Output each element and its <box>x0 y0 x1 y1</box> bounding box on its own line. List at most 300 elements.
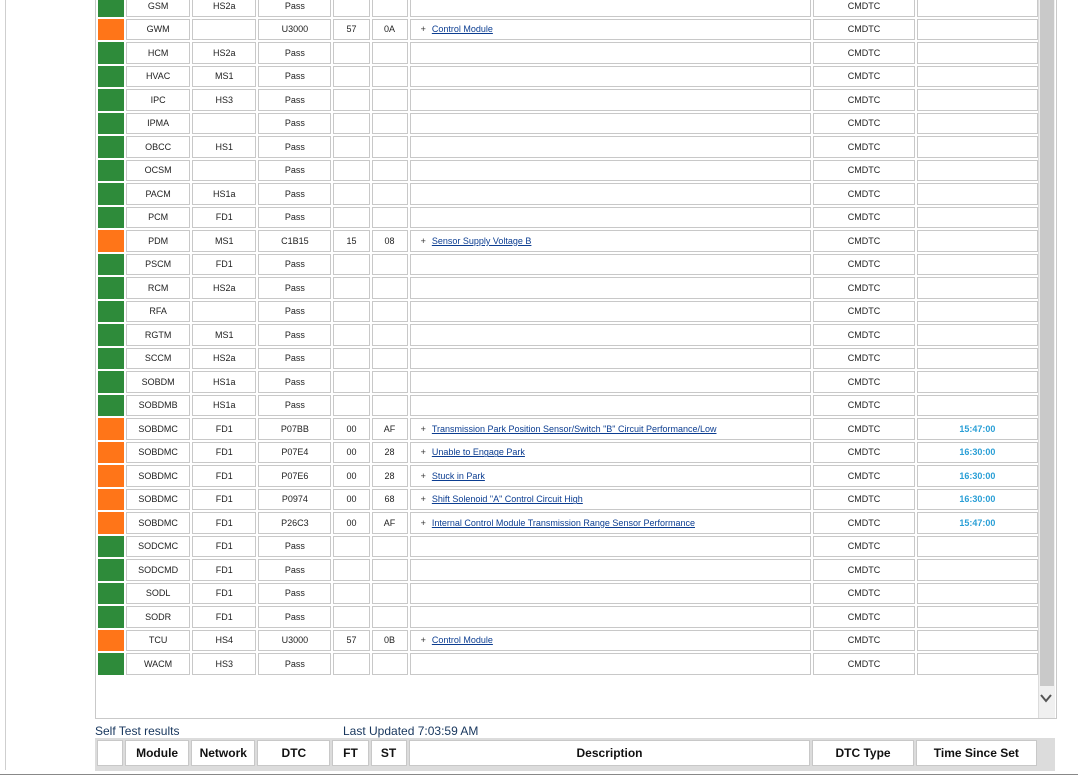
time-since-set-cell: 15:47:00 <box>917 418 1038 440</box>
description-cell <box>410 207 812 229</box>
status-indicator <box>98 160 124 182</box>
st-cell <box>372 653 408 675</box>
table-row <box>98 630 1038 652</box>
dtc-cell: Pass <box>258 66 331 88</box>
time-since-set-cell <box>917 66 1038 88</box>
bottom-border <box>0 774 1078 775</box>
dtc-cell: Pass <box>258 324 331 346</box>
dtc-type-cell: CMDTC <box>813 536 914 558</box>
time-since-set-cell <box>917 160 1038 182</box>
time-since-set-cell <box>917 301 1038 323</box>
module-cell: RGTM <box>126 324 190 346</box>
description-cell <box>410 113 812 135</box>
description-cell <box>410 324 812 346</box>
st-cell <box>372 348 408 370</box>
ft-cell <box>333 0 369 17</box>
dtc-cell: Pass <box>258 653 331 675</box>
table-row <box>98 395 1038 417</box>
network-cell: HS2a <box>192 348 256 370</box>
dtc-cell: Pass <box>258 395 331 417</box>
expand-icon[interactable]: + <box>420 24 426 35</box>
expand-icon[interactable]: + <box>420 470 426 481</box>
st-cell <box>372 66 408 88</box>
header-dtc[interactable]: DTC <box>257 740 330 766</box>
time-since-set-cell <box>917 395 1038 417</box>
network-cell: HS1a <box>192 371 256 393</box>
network-cell: MS1 <box>192 230 256 252</box>
st-cell: 28 <box>372 465 408 487</box>
ft-cell: 57 <box>333 630 369 652</box>
description-cell <box>410 371 812 393</box>
module-cell: GSM <box>126 0 190 17</box>
dtc-cell: Pass <box>258 0 331 17</box>
time-since-set-cell <box>917 559 1038 581</box>
self-test-title: Self Test results <box>95 724 180 738</box>
network-cell: HS1a <box>192 183 256 205</box>
dtc-cell: Pass <box>258 42 331 64</box>
description-cell <box>410 465 812 487</box>
header-status <box>97 740 123 766</box>
ft-cell <box>333 136 369 158</box>
table-row <box>98 254 1038 276</box>
module-cell: HCM <box>126 42 190 64</box>
expand-icon[interactable]: + <box>420 447 426 458</box>
module-cell: SCCM <box>126 348 190 370</box>
module-cell: WACM <box>126 653 190 675</box>
status-indicator <box>98 606 124 628</box>
description-cell <box>410 512 812 534</box>
dtc-cell: Pass <box>258 348 331 370</box>
dtc-cell: C1B15 <box>258 230 331 252</box>
dtc-description-link[interactable]: Control Module <box>431 635 493 646</box>
left-border <box>5 0 6 770</box>
table-row <box>98 512 1038 534</box>
st-cell <box>372 536 408 558</box>
description-cell <box>410 160 812 182</box>
dtc-description-link[interactable]: Control Module <box>431 24 493 35</box>
time-since-set-cell <box>917 207 1038 229</box>
st-cell <box>372 160 408 182</box>
status-indicator <box>98 66 124 88</box>
module-cell: TCU <box>126 630 190 652</box>
dtc-cell: Pass <box>258 536 331 558</box>
description-cell <box>410 42 812 64</box>
module-cell: SOBDMB <box>126 395 190 417</box>
table-row <box>98 160 1038 182</box>
expand-icon[interactable]: + <box>420 635 426 646</box>
status-indicator <box>98 536 124 558</box>
description-cell <box>410 442 812 464</box>
ft-cell <box>333 559 369 581</box>
network-cell: HS3 <box>192 653 256 675</box>
dtc-cell: U3000 <box>258 19 331 41</box>
header-module[interactable]: Module <box>125 740 189 766</box>
header-st[interactable]: ST <box>371 740 407 766</box>
time-since-set-cell <box>917 19 1038 41</box>
network-cell <box>192 113 256 135</box>
dtc-description-link[interactable]: Internal Control Module Transmission Range Sensor Performance <box>431 517 695 528</box>
description-cell <box>410 136 812 158</box>
status-indicator <box>98 512 124 534</box>
description-cell <box>410 583 812 605</box>
ft-cell <box>333 324 369 346</box>
description-cell <box>410 348 812 370</box>
ft-cell: 57 <box>333 19 369 41</box>
network-cell <box>192 19 256 41</box>
st-cell <box>372 113 408 135</box>
description-cell <box>410 19 812 41</box>
header-dtc-type[interactable]: DTC Type <box>812 740 913 766</box>
expand-icon[interactable]: + <box>420 494 426 505</box>
description-cell <box>410 66 812 88</box>
status-indicator <box>98 89 124 111</box>
expand-icon[interactable]: + <box>420 423 426 434</box>
st-cell <box>372 395 408 417</box>
status-indicator <box>98 559 124 581</box>
table-row <box>98 653 1038 675</box>
ft-cell <box>333 653 369 675</box>
dtc-description-link[interactable]: Sensor Supply Voltage B <box>431 235 532 246</box>
dtc-type-cell: CMDTC <box>813 160 914 182</box>
status-indicator <box>98 254 124 276</box>
st-cell: 0B <box>372 630 408 652</box>
description-cell <box>410 277 812 299</box>
status-indicator <box>98 42 124 64</box>
network-cell: HS2a <box>192 0 256 17</box>
dtc-type-cell: CMDTC <box>813 324 914 346</box>
table-row <box>98 0 1038 17</box>
table-row <box>98 465 1038 487</box>
description-cell <box>410 230 812 252</box>
dtc-type-cell: CMDTC <box>813 653 914 675</box>
dtc-cell: P07E4 <box>258 442 331 464</box>
st-cell: 28 <box>372 442 408 464</box>
network-cell: HS1a <box>192 395 256 417</box>
status-indicator <box>98 348 124 370</box>
dtc-cell: P0974 <box>258 489 331 511</box>
dtc-cell: Pass <box>258 183 331 205</box>
dtc-type-cell: CMDTC <box>813 583 914 605</box>
st-cell <box>372 0 408 17</box>
ft-cell <box>333 583 369 605</box>
dtc-cell: U3000 <box>258 630 331 652</box>
time-since-set-cell <box>917 254 1038 276</box>
status-indicator <box>98 113 124 135</box>
network-cell: FD1 <box>192 254 256 276</box>
results-header <box>95 738 1055 771</box>
status-indicator <box>98 230 124 252</box>
ft-cell <box>333 606 369 628</box>
module-cell: PSCM <box>126 254 190 276</box>
description-cell <box>410 183 812 205</box>
st-cell: 0A <box>372 19 408 41</box>
dtc-cell: Pass <box>258 559 331 581</box>
ft-cell: 00 <box>333 512 369 534</box>
dtc-cell: P26C3 <box>258 512 331 534</box>
st-cell <box>372 371 408 393</box>
network-cell <box>192 301 256 323</box>
st-cell <box>372 301 408 323</box>
network-cell: FD1 <box>192 442 256 464</box>
last-updated-label: Last Updated 7:03:59 AM <box>343 724 479 738</box>
ft-cell <box>333 183 369 205</box>
module-cell: OCSM <box>126 160 190 182</box>
ft-cell: 00 <box>333 465 369 487</box>
dtc-cell: Pass <box>258 606 331 628</box>
module-cell: SODL <box>126 583 190 605</box>
time-since-set-cell <box>917 653 1038 675</box>
time-since-set-cell: 16:30:00 <box>917 465 1038 487</box>
table-row <box>98 277 1038 299</box>
status-indicator <box>98 136 124 158</box>
module-cell: SOBDMC <box>126 418 190 440</box>
dtc-type-cell: CMDTC <box>813 442 914 464</box>
dtc-type-cell: CMDTC <box>813 183 914 205</box>
description-cell <box>410 0 812 17</box>
dtc-description-link[interactable]: Unable to Engage Park <box>431 447 525 458</box>
dtc-type-cell: CMDTC <box>813 19 914 41</box>
module-cell: SOBDMC <box>126 465 190 487</box>
dtc-type-cell: CMDTC <box>813 418 914 440</box>
network-cell: FD1 <box>192 489 256 511</box>
network-cell: HS4 <box>192 630 256 652</box>
header-ft[interactable]: FT <box>332 740 368 766</box>
status-indicator <box>98 324 124 346</box>
module-cell: PCM <box>126 207 190 229</box>
dtc-type-cell: CMDTC <box>813 230 914 252</box>
dtc-type-cell: CMDTC <box>813 66 914 88</box>
dtc-type-cell: CMDTC <box>813 348 914 370</box>
dtc-type-cell: CMDTC <box>813 113 914 135</box>
ft-cell: 15 <box>333 230 369 252</box>
status-indicator <box>98 277 124 299</box>
module-cell: PDM <box>126 230 190 252</box>
module-cell: SOBDMC <box>126 512 190 534</box>
ft-cell <box>333 254 369 276</box>
dtc-cell: Pass <box>258 277 331 299</box>
table-row <box>98 489 1038 511</box>
expand-icon[interactable]: + <box>420 235 426 246</box>
module-cell: SODR <box>126 606 190 628</box>
st-cell <box>372 183 408 205</box>
time-since-set-cell: 15:47:00 <box>917 512 1038 534</box>
st-cell: AF <box>372 512 408 534</box>
ft-cell <box>333 371 369 393</box>
description-cell <box>410 536 812 558</box>
status-indicator <box>98 0 124 17</box>
dtc-description-link[interactable]: Stuck in Park <box>431 470 485 481</box>
module-cell: GWM <box>126 19 190 41</box>
ft-cell: 00 <box>333 418 369 440</box>
module-cell: PACM <box>126 183 190 205</box>
description-cell <box>410 653 812 675</box>
table-row <box>98 606 1038 628</box>
status-indicator <box>98 183 124 205</box>
network-cell: FD1 <box>192 606 256 628</box>
dtc-cell: Pass <box>258 301 331 323</box>
time-since-set-cell: 16:30:00 <box>917 442 1038 464</box>
table-row <box>98 113 1038 135</box>
description-cell <box>410 559 812 581</box>
st-cell <box>372 42 408 64</box>
dtc-type-cell: CMDTC <box>813 277 914 299</box>
time-since-set-cell <box>917 113 1038 135</box>
table-row <box>98 536 1038 558</box>
dtc-type-cell: CMDTC <box>813 89 914 111</box>
dtc-type-cell: CMDTC <box>813 254 914 276</box>
dtc-cell: Pass <box>258 254 331 276</box>
dtc-cell: Pass <box>258 136 331 158</box>
st-cell <box>372 136 408 158</box>
scrollbar-thumb[interactable] <box>1040 0 1054 686</box>
header-description[interactable]: Description <box>409 740 811 766</box>
network-cell: MS1 <box>192 324 256 346</box>
ft-cell <box>333 348 369 370</box>
results-header-table <box>95 738 1039 768</box>
ft-cell <box>333 160 369 182</box>
module-cell: IPMA <box>126 113 190 135</box>
vertical-scrollbar[interactable] <box>1038 0 1055 718</box>
table-row <box>98 559 1038 581</box>
ft-cell <box>333 536 369 558</box>
status-indicator <box>98 19 124 41</box>
time-since-set-cell <box>917 583 1038 605</box>
description-cell <box>410 301 812 323</box>
st-cell <box>372 207 408 229</box>
st-cell <box>372 89 408 111</box>
ft-cell <box>333 277 369 299</box>
table-row <box>98 19 1038 41</box>
time-since-set-cell <box>917 536 1038 558</box>
network-cell <box>192 160 256 182</box>
ft-cell <box>333 42 369 64</box>
st-cell: 08 <box>372 230 408 252</box>
module-cell: HVAC <box>126 66 190 88</box>
network-cell: HS1 <box>192 136 256 158</box>
dtc-type-cell: CMDTC <box>813 0 914 17</box>
header-time-since-set[interactable]: Time Since Set <box>916 740 1037 766</box>
dtc-type-cell: CMDTC <box>813 301 914 323</box>
header-network[interactable]: Network <box>191 740 255 766</box>
description-cell <box>410 489 812 511</box>
time-since-set-cell <box>917 42 1038 64</box>
module-cell: RFA <box>126 301 190 323</box>
ft-cell <box>333 207 369 229</box>
module-cell: SOBDMC <box>126 442 190 464</box>
ft-cell <box>333 301 369 323</box>
description-cell <box>410 89 812 111</box>
module-cell: RCM <box>126 277 190 299</box>
network-cell: HS2a <box>192 277 256 299</box>
st-cell <box>372 606 408 628</box>
network-cell: FD1 <box>192 418 256 440</box>
time-since-set-cell <box>917 371 1038 393</box>
module-cell: SODCMC <box>126 536 190 558</box>
description-cell <box>410 606 812 628</box>
ft-cell <box>333 89 369 111</box>
table-row <box>98 418 1038 440</box>
status-indicator <box>98 418 124 440</box>
st-cell <box>372 324 408 346</box>
dtc-type-cell: CMDTC <box>813 371 914 393</box>
ft-cell: 00 <box>333 489 369 511</box>
st-cell <box>372 559 408 581</box>
time-since-set-cell <box>917 324 1038 346</box>
dtc-type-cell: CMDTC <box>813 465 914 487</box>
network-cell: FD1 <box>192 559 256 581</box>
network-cell: FD1 <box>192 536 256 558</box>
status-indicator <box>98 395 124 417</box>
description-cell <box>410 630 812 652</box>
dtc-type-cell: CMDTC <box>813 630 914 652</box>
table-row <box>98 230 1038 252</box>
table-row <box>98 89 1038 111</box>
status-indicator <box>98 653 124 675</box>
table-row <box>98 136 1038 158</box>
ft-cell: 00 <box>333 442 369 464</box>
table-row <box>98 42 1038 64</box>
status-indicator <box>98 489 124 511</box>
description-cell <box>410 395 812 417</box>
time-since-set-cell <box>917 606 1038 628</box>
description-cell <box>410 254 812 276</box>
dtc-type-cell: CMDTC <box>813 606 914 628</box>
table-row <box>98 66 1038 88</box>
network-cell: MS1 <box>192 66 256 88</box>
st-cell: 68 <box>372 489 408 511</box>
status-indicator <box>98 630 124 652</box>
network-cell: FD1 <box>192 465 256 487</box>
table-row <box>98 371 1038 393</box>
status-indicator <box>98 442 124 464</box>
description-cell <box>410 418 812 440</box>
dtc-type-cell: CMDTC <box>813 512 914 534</box>
time-since-set-cell: 16:30:00 <box>917 489 1038 511</box>
ft-cell <box>333 395 369 417</box>
time-since-set-cell <box>917 230 1038 252</box>
st-cell <box>372 254 408 276</box>
status-indicator <box>98 207 124 229</box>
time-since-set-cell <box>917 630 1038 652</box>
st-cell <box>372 277 408 299</box>
module-cell: OBCC <box>126 136 190 158</box>
status-indicator <box>98 301 124 323</box>
dtc-type-cell: CMDTC <box>813 42 914 64</box>
time-since-set-cell <box>917 183 1038 205</box>
dtc-cell: Pass <box>258 113 331 135</box>
table-row <box>98 183 1038 205</box>
network-cell: HS2a <box>192 42 256 64</box>
status-indicator <box>98 465 124 487</box>
table-row <box>98 348 1038 370</box>
module-cell: SODCMD <box>126 559 190 581</box>
network-cell: HS3 <box>192 89 256 111</box>
expand-icon[interactable]: + <box>420 517 426 528</box>
dtc-cell: Pass <box>258 583 331 605</box>
dtc-description-link[interactable]: Transmission Park Position Sensor/Switch "B" Circuit Performance/Low <box>431 423 717 434</box>
dtc-description-link[interactable]: Shift Solenoid "A" Control Circuit High <box>431 494 583 505</box>
dtc-type-cell: CMDTC <box>813 395 914 417</box>
results-grid <box>95 0 1057 719</box>
table-row <box>98 583 1038 605</box>
ft-cell <box>333 113 369 135</box>
table-row <box>98 442 1038 464</box>
time-since-set-cell <box>917 0 1038 17</box>
dtc-cell: Pass <box>258 89 331 111</box>
time-since-set-cell <box>917 277 1038 299</box>
scroll-down-arrow-icon[interactable] <box>1037 690 1055 706</box>
dtc-type-cell: CMDTC <box>813 559 914 581</box>
